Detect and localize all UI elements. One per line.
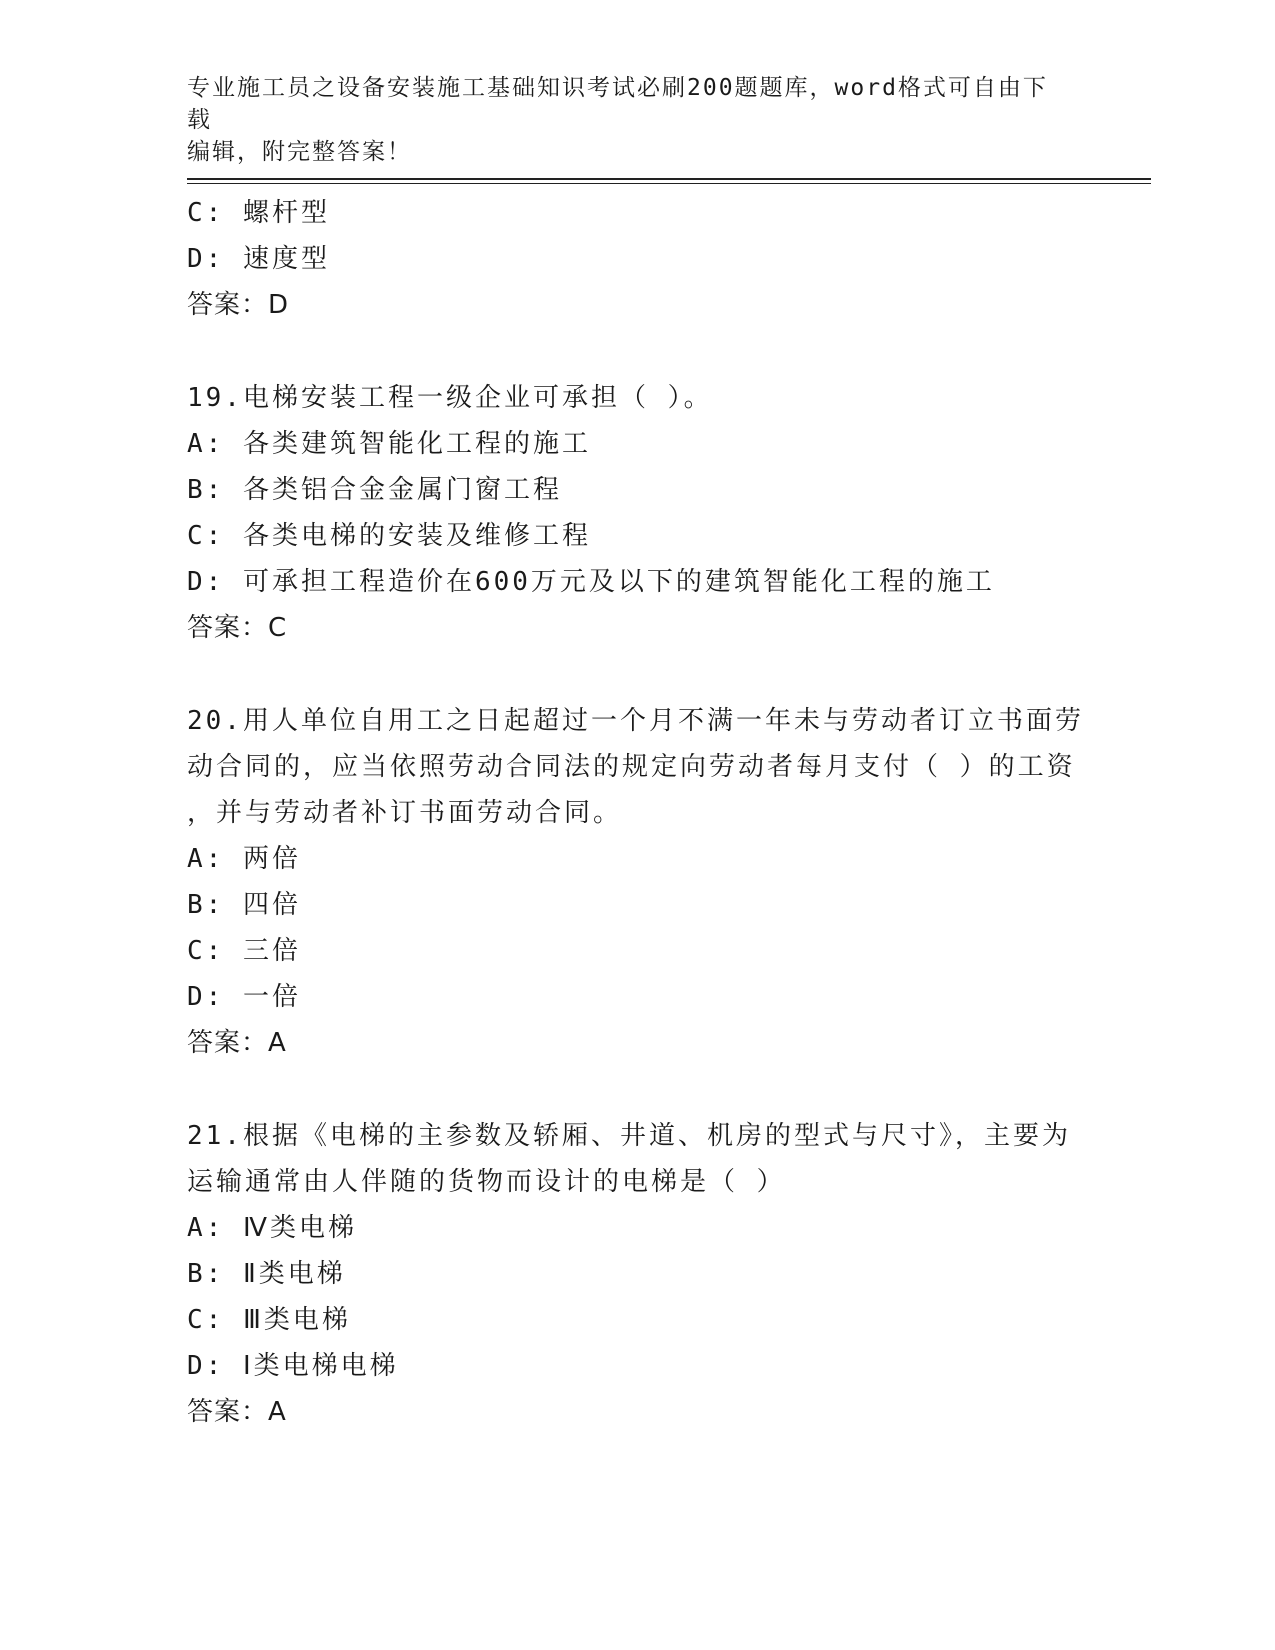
option-b: B: 四倍: [187, 890, 301, 920]
header-line-2: 编辑，附完整答案！: [187, 139, 412, 165]
option-d: D: 速度型: [187, 244, 330, 274]
option-d: D: 可承担工程造价在600万元及以下的建筑智能化工程的施工: [187, 567, 995, 597]
answer-line: 答案：A: [187, 1397, 287, 1427]
option-c: C: 各类电梯的安装及维修工程: [187, 521, 591, 551]
option-d: D: 一倍: [187, 982, 301, 1012]
question-18-tail: [187, 190, 1087, 328]
option-c: C: 螺杆型: [187, 198, 330, 228]
question-text: 动合同的，应当依照劳动合同法的规定向劳动者每月支付（ ）的工资: [187, 752, 1076, 782]
document-header: [187, 72, 1067, 168]
option-a: A: 各类建筑智能化工程的施工: [187, 429, 591, 459]
header-line-1: 专业施工员之设备安装施工基础知识考试必刷200题题库，word格式可自由下载: [187, 75, 1048, 133]
question-list: [187, 190, 1087, 1482]
option-c: C: Ⅲ类电梯: [187, 1305, 351, 1335]
question-20: [187, 698, 1087, 1066]
question-text: 19.电梯安装工程一级企业可承担（ ）。: [187, 383, 713, 413]
question-text: 21.根据《电梯的主参数及轿厢、井道、机房的型式与尺寸》，主要为: [187, 1121, 1071, 1151]
question-21: [187, 1113, 1087, 1435]
question-text: 20.用人单位自用工之日起超过一个月不满一年未与劳动者订立书面劳: [187, 706, 1084, 736]
question-text: 运输通常由人伴随的货物而设计的电梯是（ ）: [187, 1167, 786, 1197]
option-c: C: 三倍: [187, 936, 301, 966]
option-a: A: 两倍: [187, 844, 301, 874]
answer-line: 答案：D: [187, 290, 290, 320]
option-b: B: Ⅱ类电梯: [187, 1259, 346, 1289]
question-text: ，并与劳动者补订书面劳动合同。: [187, 798, 623, 828]
header-divider-thin: [187, 183, 1151, 184]
header-divider-thick: [187, 178, 1151, 180]
question-19: [187, 375, 1087, 651]
option-a: A: Ⅳ类电梯: [187, 1213, 357, 1243]
option-b: B: 各类铝合金金属门窗工程: [187, 475, 562, 505]
option-d: D: Ⅰ类电梯电梯: [187, 1351, 399, 1381]
answer-line: 答案：A: [187, 1028, 287, 1058]
answer-line: 答案：C: [187, 613, 288, 643]
